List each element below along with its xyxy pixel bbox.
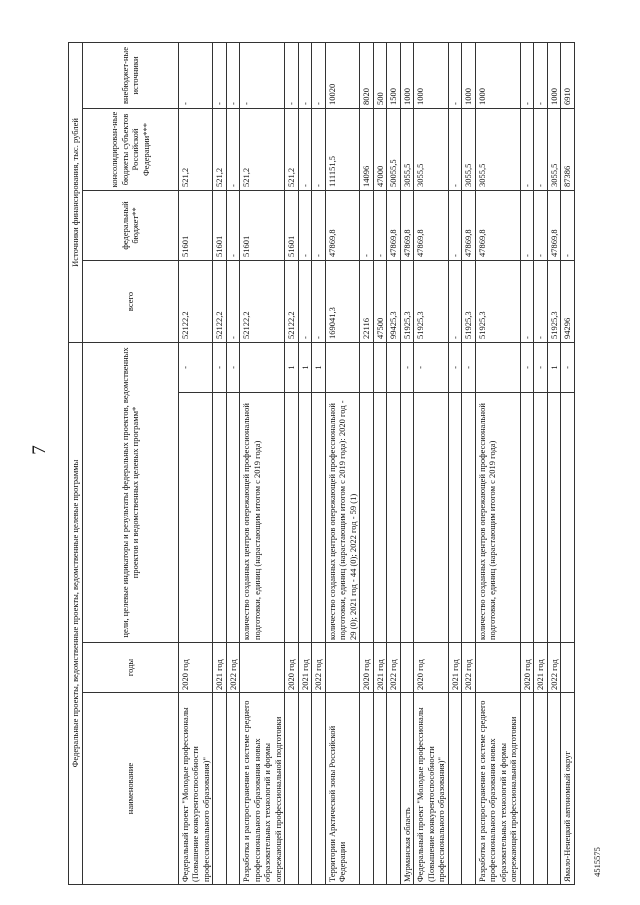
table-row <box>312 42 326 884</box>
row-name: Ямало-Ненецкий автономный округ <box>561 693 575 885</box>
row-federal: 47869,8 <box>387 190 401 260</box>
table-row <box>240 42 285 884</box>
row-regional: - <box>298 108 312 190</box>
row-indicator <box>414 393 449 643</box>
row-regional: - <box>226 108 240 190</box>
row-indicator-value: - <box>520 342 534 392</box>
row-extra: 1000 <box>475 42 520 108</box>
row-indicator <box>520 393 534 643</box>
table-row <box>325 42 360 884</box>
table-row <box>520 42 534 884</box>
row-name <box>534 693 548 885</box>
row-indicator-value: - <box>448 342 462 392</box>
row-indicator <box>178 393 213 643</box>
row-indicator <box>373 393 387 643</box>
row-year <box>475 643 520 693</box>
table-row <box>534 42 548 884</box>
row-indicator <box>298 393 312 643</box>
table-row <box>226 42 240 884</box>
row-name: Федеральный проект "Молодые профессионалы (Повышение конкурентоспособности профессионального образования)" <box>178 693 213 885</box>
row-name <box>298 693 312 885</box>
row-indicator <box>561 393 575 643</box>
row-indicator-value: - <box>462 342 476 392</box>
row-total: 52122,2 <box>285 260 299 342</box>
row-name <box>360 693 374 885</box>
row-extra: - <box>226 42 240 108</box>
row-total: 22116 <box>360 260 374 342</box>
row-extra: - <box>448 42 462 108</box>
table-row <box>475 42 520 884</box>
row-extra: 1000 <box>414 42 449 108</box>
table-row <box>178 42 213 884</box>
row-total: 51925,3 <box>547 260 561 342</box>
row-year <box>400 643 414 693</box>
row-regional: - <box>312 108 326 190</box>
row-indicator: количество созданных центров опережающей профессиональной подготовки, единиц (нарастающим итогом с 2019 года) <box>240 393 285 643</box>
row-name: Территории Арктической зоны Российской Федерации <box>325 693 360 885</box>
row-year <box>325 643 360 693</box>
row-regional: 521,2 <box>240 108 285 190</box>
table-row <box>373 42 387 884</box>
row-name: Мурманская область <box>400 693 414 885</box>
row-regional: 3055,5 <box>462 108 476 190</box>
row-regional: 47000 <box>373 108 387 190</box>
table-row <box>213 42 227 884</box>
row-total: 51925,3 <box>475 260 520 342</box>
row-extra: 1500 <box>387 42 401 108</box>
row-indicator <box>360 393 374 643</box>
row-federal: 51601 <box>178 190 213 260</box>
row-regional: 87386 <box>561 108 575 190</box>
row-total: 94296 <box>561 260 575 342</box>
row-indicator <box>462 393 476 643</box>
row-federal: - <box>520 190 534 260</box>
row-year: 2021 год <box>373 643 387 693</box>
row-indicator-value: 1 <box>298 342 312 392</box>
row-federal: 47869,8 <box>462 190 476 260</box>
table-row <box>462 42 476 884</box>
row-total: - <box>448 260 462 342</box>
row-indicator: количество созданных центров опережающей профессиональной подготовки, единиц (нарастающим итогом с 2019 года) <box>475 393 520 643</box>
row-federal: - <box>448 190 462 260</box>
row-regional: 3055,5 <box>547 108 561 190</box>
row-indicator <box>285 393 299 643</box>
table-row <box>298 42 312 884</box>
row-year: 2020 год <box>520 643 534 693</box>
row-name <box>213 693 227 885</box>
row-indicator-value <box>373 342 387 392</box>
row-indicator-value: - <box>400 342 414 392</box>
row-federal: - <box>360 190 374 260</box>
row-federal: 47869,8 <box>414 190 449 260</box>
row-extra: 8020 <box>360 42 374 108</box>
table-row <box>547 42 561 884</box>
header-targets: цели, целевые индикаторы и результаты федеральных проектов, ведомственных проектов и ведомственных целевых программ* <box>82 342 178 642</box>
row-extra: - <box>298 42 312 108</box>
row-name <box>373 693 387 885</box>
header-extra: внебюджет-ные источники <box>82 42 178 108</box>
row-name <box>285 693 299 885</box>
header-regional: консолидирован-ные бюджеты субъектов Российской Федерации*** <box>82 108 178 190</box>
row-year: 2020 год <box>414 643 449 693</box>
row-regional: 111151,5 <box>325 108 360 190</box>
row-total: 51925,3 <box>462 260 476 342</box>
row-indicator-value: - <box>561 342 575 392</box>
row-name <box>547 693 561 885</box>
row-indicator-value: - <box>534 342 548 392</box>
row-regional: 521,2 <box>285 108 299 190</box>
row-extra: 1000 <box>547 42 561 108</box>
row-indicator-value <box>240 342 285 392</box>
row-name <box>462 693 476 885</box>
row-total: 51925,3 <box>400 260 414 342</box>
row-indicator <box>213 393 227 643</box>
row-federal: - <box>226 190 240 260</box>
row-total: 99425,3 <box>387 260 401 342</box>
row-regional: 14096 <box>360 108 374 190</box>
table-body <box>178 42 574 884</box>
row-extra: 10020 <box>325 42 360 108</box>
row-indicator-value <box>325 342 360 392</box>
table-row <box>448 42 462 884</box>
row-indicator-value: 1 <box>312 342 326 392</box>
table-row <box>400 42 414 884</box>
row-name <box>448 693 462 885</box>
row-federal: - <box>312 190 326 260</box>
row-extra: - <box>285 42 299 108</box>
row-regional: 521,2 <box>178 108 213 190</box>
row-extra: - <box>178 42 213 108</box>
row-indicator-value: - <box>213 342 227 392</box>
row-federal: 51601 <box>240 190 285 260</box>
table-row <box>387 42 401 884</box>
header-total: всего <box>82 260 178 342</box>
page-number: 7 <box>29 445 50 455</box>
header-years: годы <box>82 643 178 693</box>
row-federal: 47869,8 <box>547 190 561 260</box>
row-year <box>240 643 285 693</box>
row-year: 2022 год <box>462 643 476 693</box>
row-total: 52122,2 <box>213 260 227 342</box>
row-total: - <box>312 260 326 342</box>
row-name: Разработка и распространение в системе среднего профессионального образования новых образовательных технологий и формы опережающей профессиональной подготовки <box>240 693 285 885</box>
row-regional: - <box>448 108 462 190</box>
row-indicator-value <box>475 342 520 392</box>
row-extra: 500 <box>373 42 387 108</box>
row-year: 2020 год <box>178 643 213 693</box>
row-federal: 51601 <box>285 190 299 260</box>
row-total: - <box>534 260 548 342</box>
row-year: 2020 год <box>360 643 374 693</box>
row-year: 2022 год <box>387 643 401 693</box>
header-group-title: Федеральные проекты, ведомственные проекты, ведомственные целевые программы <box>69 342 83 884</box>
row-name: Федеральный проект "Молодые профессионалы (Повышение конкурентоспособности профессионального образования)" <box>414 693 449 885</box>
row-year: 2022 год <box>312 643 326 693</box>
row-total: 169041,3 <box>325 260 360 342</box>
header-funding-title: Источники финансирования, тыс. рублей <box>69 42 83 342</box>
row-indicator-value: 1 <box>285 342 299 392</box>
row-indicator <box>387 393 401 643</box>
row-name <box>226 693 240 885</box>
row-indicator <box>534 393 548 643</box>
row-year: 2021 год <box>298 643 312 693</box>
row-regional: 3055,5 <box>414 108 449 190</box>
table-row <box>414 42 449 884</box>
row-indicator-value <box>387 342 401 392</box>
row-federal: 51601 <box>213 190 227 260</box>
table-row <box>360 42 374 884</box>
row-year <box>561 643 575 693</box>
row-total: 51925,3 <box>414 260 449 342</box>
row-total: - <box>520 260 534 342</box>
budget-table-sheet <box>68 43 578 885</box>
row-indicator-value: - <box>414 342 449 392</box>
row-regional: 3055,5 <box>475 108 520 190</box>
row-regional: 50055,5 <box>387 108 401 190</box>
row-regional: - <box>520 108 534 190</box>
row-year: 2022 год <box>226 643 240 693</box>
table-row <box>561 42 575 884</box>
row-extra: - <box>312 42 326 108</box>
row-indicator-value: - <box>178 342 213 392</box>
document-id: 4515575 <box>592 847 602 877</box>
row-indicator <box>448 393 462 643</box>
row-total: 52122,2 <box>240 260 285 342</box>
header-name: наименование <box>82 693 178 885</box>
row-name <box>520 693 534 885</box>
budget-table <box>68 42 575 885</box>
row-year: 2021 год <box>448 643 462 693</box>
row-regional: 3055,5 <box>400 108 414 190</box>
row-federal: - <box>561 190 575 260</box>
row-total: 52122,2 <box>178 260 213 342</box>
row-extra: 1000 <box>400 42 414 108</box>
row-federal: 47869,8 <box>400 190 414 260</box>
row-federal: 47869,8 <box>475 190 520 260</box>
row-extra: - <box>240 42 285 108</box>
row-name <box>312 693 326 885</box>
row-indicator <box>400 393 414 643</box>
row-indicator-value <box>360 342 374 392</box>
row-name: Разработка и распространение в системе среднего профессионального образования новых образовательных технологий и формы опережающей профессиональной подготовки <box>475 693 520 885</box>
row-federal: 47869,8 <box>325 190 360 260</box>
row-total: - <box>226 260 240 342</box>
row-total: 47500 <box>373 260 387 342</box>
row-indicator: количество созданных центров опережающей профессиональной подготовки, единиц (нарастающим итогом с 2019 года): 2020 год - 29 (0); 2021 год - 44 (0); 2022 год - 59 (1) <box>325 393 360 643</box>
row-regional: - <box>534 108 548 190</box>
row-extra: - <box>534 42 548 108</box>
row-indicator <box>226 393 240 643</box>
row-federal: - <box>298 190 312 260</box>
row-regional: 521,2 <box>213 108 227 190</box>
row-extra: - <box>213 42 227 108</box>
row-year: 2021 год <box>534 643 548 693</box>
header-federal: федеральный бюджет** <box>82 190 178 260</box>
row-extra: 6910 <box>561 42 575 108</box>
row-extra: 1000 <box>462 42 476 108</box>
table-header <box>69 42 179 884</box>
row-year: 2021 год <box>213 643 227 693</box>
table-row <box>285 42 299 884</box>
row-federal: - <box>534 190 548 260</box>
row-total: - <box>298 260 312 342</box>
row-extra: - <box>520 42 534 108</box>
row-name <box>387 693 401 885</box>
row-indicator-value: 1 <box>547 342 561 392</box>
row-year: 2022 год <box>547 643 561 693</box>
row-federal: - <box>373 190 387 260</box>
row-indicator <box>312 393 326 643</box>
row-year: 2020 год <box>285 643 299 693</box>
row-indicator-value: - <box>226 342 240 392</box>
row-indicator <box>547 393 561 643</box>
